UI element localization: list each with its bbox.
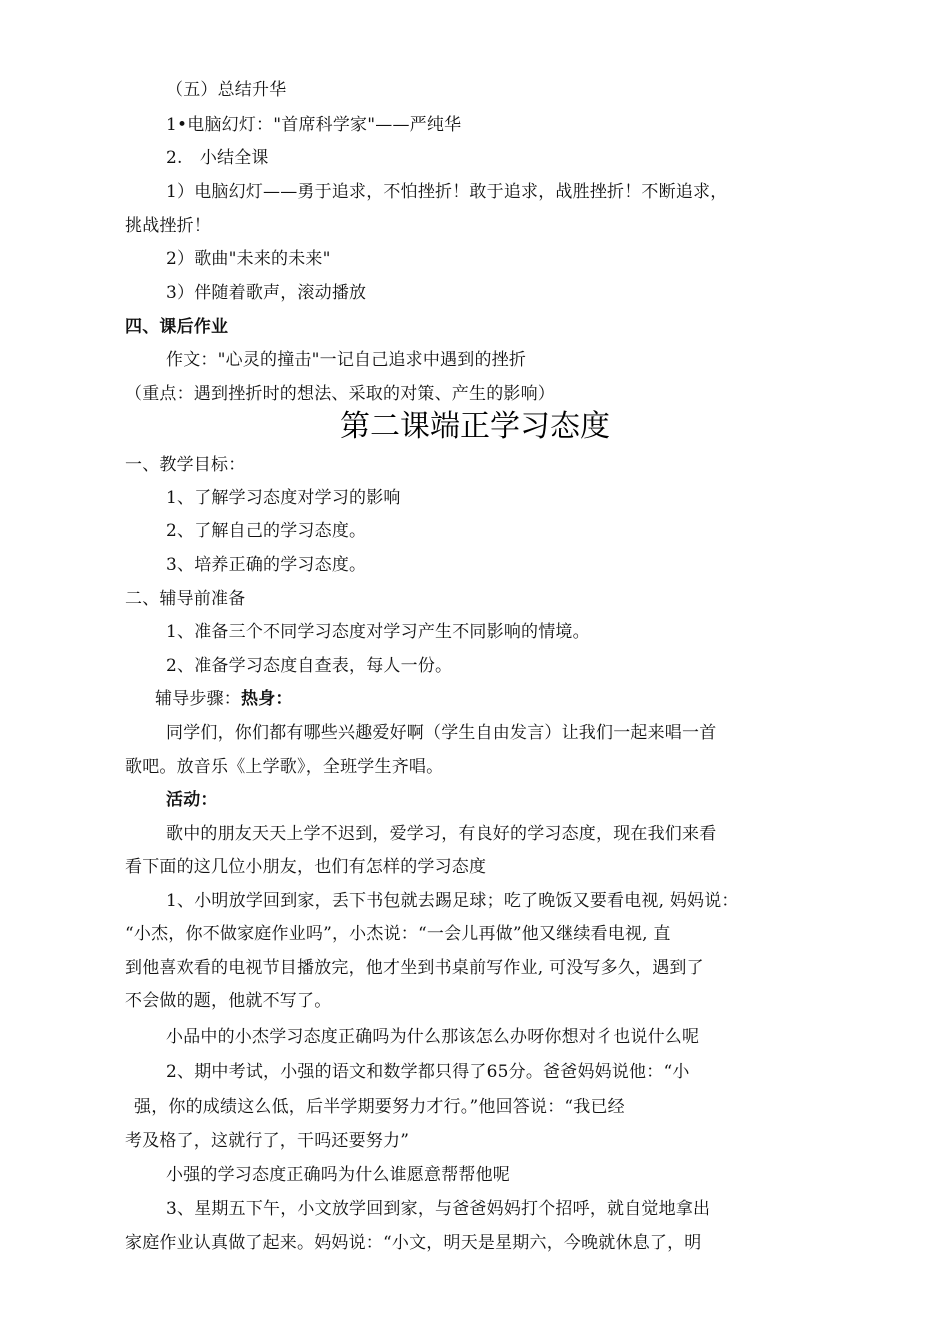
summary-item-1: 1•电脑幻灯："首席科学家"——严纯华 bbox=[166, 115, 462, 135]
summary-sub-2: 2）歌曲"未来的未来" bbox=[166, 249, 331, 269]
homework-note: （重点：遇到挫折时的想法、采取的对策、产生的影响） bbox=[125, 384, 555, 404]
steps-label: 辅导步骤： bbox=[155, 689, 241, 709]
activity-line-1: 歌中的朋友天天上学不迟到，爱学习，有良好的学习态度，现在我们来看 bbox=[166, 824, 717, 844]
case-1-line-2: “小杰，你不做家庭作业吗”，小杰说：“一会儿再做”他又继续看电视, 直 bbox=[125, 924, 671, 944]
activity-line-2: 看下面的这几位小朋友，也们有怎样的学习态度 bbox=[125, 857, 487, 877]
case-3-line-1: 3、星期五下午，小文放学回到家，与爸爸妈妈打个招呼，就自觉地拿出 bbox=[166, 1199, 711, 1219]
case-1-line-3: 到他喜欢看的电视节目播放完，他才坐到书桌前写作业, 可没写多久，遇到了 bbox=[125, 958, 704, 978]
heading-homework: 四、课后作业 bbox=[125, 317, 229, 337]
lesson-title: 第二课端正学习态度 bbox=[340, 409, 610, 444]
heading-preparation: 二、辅导前准备 bbox=[125, 589, 246, 609]
heading-goals: 一、教学目标： bbox=[125, 455, 246, 475]
summary-sub-3: 3）伴随着歌声，滚动播放 bbox=[166, 283, 367, 303]
summary-item-2: 2. 小结全课 bbox=[166, 148, 269, 168]
goal-item-2: 2、了解自己的学习态度。 bbox=[166, 521, 367, 541]
case-1-line-4: 不会做的题，他就不写了。 bbox=[125, 991, 332, 1011]
summary-sub-1-line-1: 1）电脑幻灯——勇于追求，不怕挫折！敢于追求，战胜挫折！不断追求， bbox=[166, 182, 728, 202]
prep-item-2: 2、准备学习态度自查表，每人一份。 bbox=[166, 656, 453, 676]
warmup-label: 热身： bbox=[241, 689, 293, 709]
homework-text: 作文："心灵的撞击"一记自己追求中遇到的挫折 bbox=[166, 350, 527, 370]
case-2-line-3: 考及格了，这就行了，干吗还要努力” bbox=[125, 1131, 410, 1151]
case-1-question: 小品中的小杰学习态度正确吗为什么那该怎么办呀你想对彳也说什么呢 bbox=[166, 1027, 700, 1047]
goal-item-1: 1、了解学习态度对学习的影响 bbox=[166, 488, 401, 508]
summary-sub-1-line-2: 挑战挫折！ bbox=[125, 216, 211, 236]
case-2-question: 小强的学习态度正确吗为什么谁愿意帮帮他呢 bbox=[166, 1165, 510, 1185]
steps-line bbox=[155, 688, 293, 710]
case-1-line-1: 1、小明放学回到家，丢下书包就去踢足球；吃了晚饭又要看电视, 妈妈说： bbox=[166, 891, 739, 911]
warmup-line-1: 同学们，你们都有哪些兴趣爱好啊（学生自由发言）让我们一起来唱一首 bbox=[166, 723, 717, 743]
prep-item-1: 1、准备三个不同学习态度对学习产生不同影响的情境。 bbox=[166, 622, 590, 642]
case-2-line-1: 2、期中考试，小强的语文和数学都只得了65分。爸爸妈妈说他：“小 bbox=[166, 1062, 690, 1082]
heading-summary: （五）总结升华 bbox=[166, 80, 287, 100]
activity-label: 活动： bbox=[166, 790, 218, 810]
case-3-line-2: 家庭作业认真做了起来。妈妈说：“小文，明天是星期六，今晚就休息了，明 bbox=[125, 1233, 702, 1253]
goal-item-3: 3、培养正确的学习态度。 bbox=[166, 555, 367, 575]
case-2-line-2: 强，你的成绩这么低，后半学期要努力才行。”他回答说：“我已经 bbox=[134, 1097, 625, 1117]
warmup-line-2: 歌吧。放音乐《上学歌》，全班学生齐唱。 bbox=[125, 757, 444, 777]
